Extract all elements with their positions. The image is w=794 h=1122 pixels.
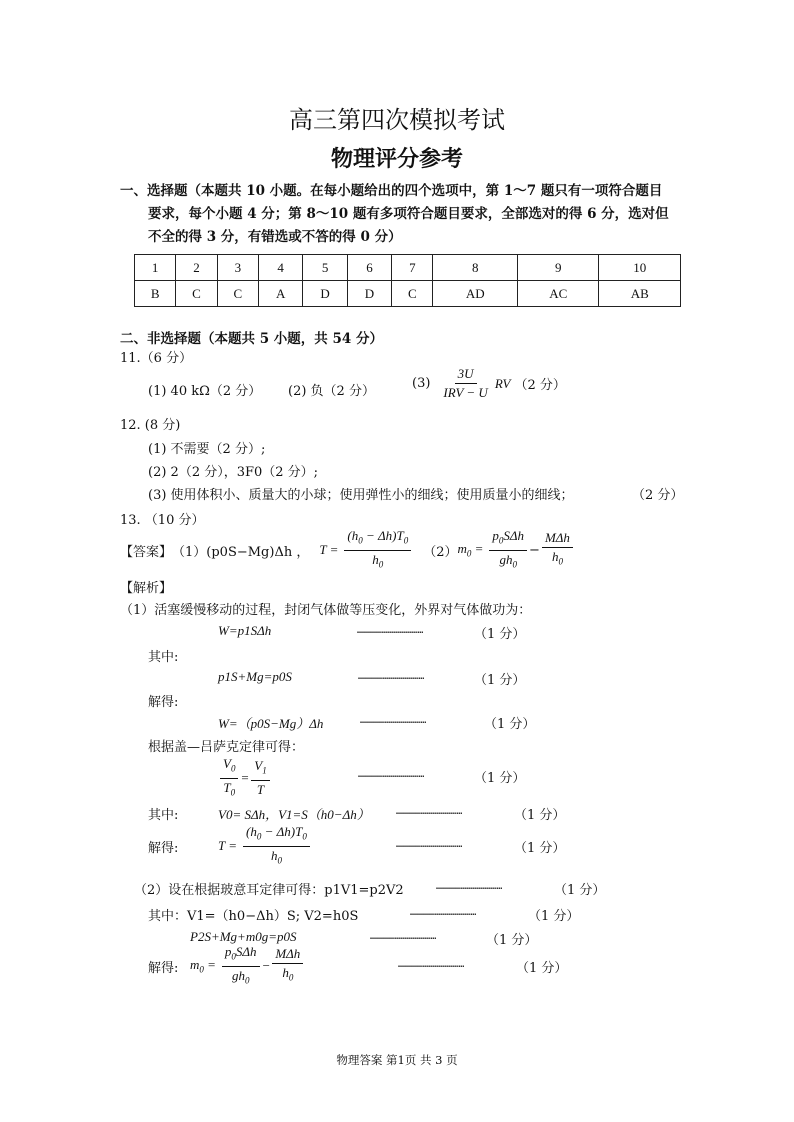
q13-solve-1: 解得: bbox=[148, 695, 179, 710]
q13-dots: …………………………… bbox=[410, 907, 477, 918]
q13-score: （1 分） bbox=[474, 673, 526, 688]
q11-answer-3-prefix: (3) bbox=[412, 376, 431, 391]
q13-solve-3: 解得: bbox=[148, 961, 179, 976]
q13-dots: …………………………… bbox=[396, 839, 463, 850]
question-number-cell: 9 bbox=[518, 255, 599, 281]
q13-solve-2: 解得: bbox=[148, 841, 179, 856]
q13-where-3: 其中：V1=（h0−Δh）S; V2=h0S bbox=[148, 909, 359, 924]
q13-answer-m0-fraction-2: MΔh $h_0$ bbox=[542, 530, 573, 570]
section1-instructions bbox=[120, 180, 680, 249]
question-number-cell: 8 bbox=[433, 255, 518, 281]
q11-answer-1: (1) 40 kΩ（2 分） bbox=[148, 384, 262, 399]
q13-analysis-tag: 【解析】 bbox=[120, 581, 173, 596]
q13-eq-m0: $m_0$ = $p_0S\Delta h$ $gh_0$ − MΔh $h_0$ bbox=[190, 944, 305, 988]
q13-score: （1 分） bbox=[554, 883, 606, 898]
q12-line-2: (2) 2（2 分），3F0（2 分）; bbox=[148, 465, 319, 480]
section2-heading: 二、非选择题（本题共 5 小题，共 54 分） bbox=[120, 331, 383, 347]
q13-answer-tag: 【答案】 bbox=[120, 544, 173, 560]
section1-line2: 要求，每个小题 4 分；第 8～10 题有多项符合题目要求，全部选对的得 6 分，选对但 bbox=[148, 206, 669, 222]
answer-table-number-row bbox=[135, 255, 681, 281]
answer-cell: C bbox=[217, 281, 258, 307]
question-number-cell: 2 bbox=[176, 255, 217, 281]
answer-cell: A bbox=[258, 281, 302, 307]
q13-score: （1 分） bbox=[514, 841, 566, 856]
q13-dots: …………………………… bbox=[358, 671, 425, 682]
q13-eq-work: W=p1SΔh bbox=[218, 623, 272, 638]
q13-score: （1 分） bbox=[484, 717, 536, 732]
q13-score: （1 分） bbox=[516, 961, 568, 976]
q13-dots: …………………………… bbox=[436, 881, 503, 892]
page-title: 高三第四次模拟考试 bbox=[289, 106, 505, 134]
section1-line3: 不全的得 3 分，有错选或不答的得 0 分） bbox=[148, 229, 402, 245]
q13-score: （1 分） bbox=[528, 909, 580, 924]
q11-fraction bbox=[440, 366, 490, 401]
page-subtitle: 物理评分参考 bbox=[330, 146, 463, 172]
q11-answer-3-tail: RV bbox=[494, 375, 511, 391]
q13-answer-T-eq: T = bbox=[319, 542, 339, 558]
answer-cell: C bbox=[392, 281, 433, 307]
q11-answer-3-score: （2 分） bbox=[514, 378, 566, 393]
answer-cell: C bbox=[176, 281, 217, 307]
question-number-cell: 3 bbox=[217, 255, 258, 281]
q13-dots: …………………………… bbox=[358, 769, 425, 780]
answer-cell: AD bbox=[433, 281, 518, 307]
answer-cell: B bbox=[135, 281, 176, 307]
q13-answer: 【答案】 （1）(p0S−Mg)Δh ， T = $\frac{(h_0 - \Delta h)T_0}{h_0}$ （2） $m_0$ = $p_0S\Delta h$ $gh_0$ − MΔh $h_0$ bbox=[120, 528, 575, 572]
q11-fraction-denominator: IRV − U bbox=[443, 385, 488, 400]
q13-where-2: 其中: bbox=[148, 808, 179, 823]
q12-line-3: (3) 使用体积小、质量大的小球；使用弹性小的细线；使用质量小的细线； bbox=[148, 488, 574, 503]
q13-eq-volumes: V0= SΔh，V1=S（h0−Δh） bbox=[218, 807, 370, 822]
q13-eq-gay-lussac: $\frac{V_0}{T_0}$ = $\frac{V_1}{T}$ bbox=[218, 756, 272, 800]
answer-cell: D bbox=[303, 281, 347, 307]
q11-answer-2: (2) 负（2 分） bbox=[288, 384, 375, 399]
q13-answer-T-fraction: $\frac{(h_0 - \Delta h)T_0}{h_0}$ bbox=[344, 528, 411, 572]
q11-answer-3 bbox=[412, 366, 566, 401]
q11-label: 11.（6 分） bbox=[120, 351, 193, 366]
q13-score: （1 分） bbox=[474, 771, 526, 786]
answer-cell: AB bbox=[599, 281, 681, 307]
q13-label: 13. （10 分） bbox=[120, 513, 205, 528]
question-number-cell: 1 bbox=[135, 255, 176, 281]
q13-answer-m0-eq: $m_0$ = bbox=[457, 541, 484, 559]
q12-line-3-score: （2 分） bbox=[632, 488, 684, 503]
question-number-cell: 4 bbox=[258, 255, 302, 281]
q13-eq-T: T = $\frac{(h_0 - \Delta h)T_0}{h_0}$ bbox=[218, 824, 312, 868]
q13-answer-part1: （1）(p0S−Mg)Δh ， bbox=[172, 544, 310, 560]
answer-table bbox=[134, 254, 681, 307]
answer-table-answer-row bbox=[135, 281, 681, 307]
q13-part2-intro: （2）设在根据玻意耳定律可得：p1V1=p2V2 bbox=[134, 883, 404, 898]
question-number-cell: 5 bbox=[303, 255, 347, 281]
q13-dots: …………………………… bbox=[370, 931, 437, 942]
q13-answer-m0-fraction-1: $p_0S\Delta h$ $gh_0$ bbox=[489, 528, 527, 572]
q13-dots: …………………………… bbox=[396, 806, 463, 817]
q13-dots: …………………………… bbox=[398, 959, 465, 970]
question-number-cell: 6 bbox=[347, 255, 391, 281]
question-number-cell: 10 bbox=[599, 255, 681, 281]
page-footer: 物理答案 第1页 共 3 页 bbox=[336, 1053, 458, 1067]
answer-cell: AC bbox=[518, 281, 599, 307]
q13-score: （1 分） bbox=[486, 933, 538, 948]
q11-fraction-numerator: 3U bbox=[455, 366, 477, 384]
section1-line1: 一、选择题（本题共 10 小题。在每小题给出的四个选项中，第 1～7 题只有一项符合题目 bbox=[120, 183, 663, 199]
question-number-cell: 7 bbox=[392, 255, 433, 281]
q13-eq-work-2: W=（p0S−Mg）Δh bbox=[218, 716, 324, 731]
answer-cell: D bbox=[347, 281, 391, 307]
q13-gay-lussac-law: 根据盖—吕萨克定律可得： bbox=[148, 740, 305, 755]
q13-part1-intro: （1）活塞缓慢移动的过程，封闭气体做等压变化，外界对气体做功为： bbox=[120, 603, 532, 618]
q13-dots: …………………………… bbox=[360, 715, 427, 726]
q13-answer-part2: （2） bbox=[423, 544, 458, 560]
q12-line-1: (1) 不需要（2 分）; bbox=[148, 442, 266, 457]
q13-where-1: 其中: bbox=[148, 650, 179, 665]
q13-score: （1 分） bbox=[474, 627, 526, 642]
q13-score: （1 分） bbox=[514, 808, 566, 823]
q12-label: 12. (8 分) bbox=[120, 418, 181, 433]
q13-eq-balance-2: P2S+Mg+m0g=p0S bbox=[190, 929, 297, 944]
q13-dots: …………………………… bbox=[357, 625, 424, 636]
q13-eq-balance: p1S+Mg=p0S bbox=[218, 669, 292, 684]
